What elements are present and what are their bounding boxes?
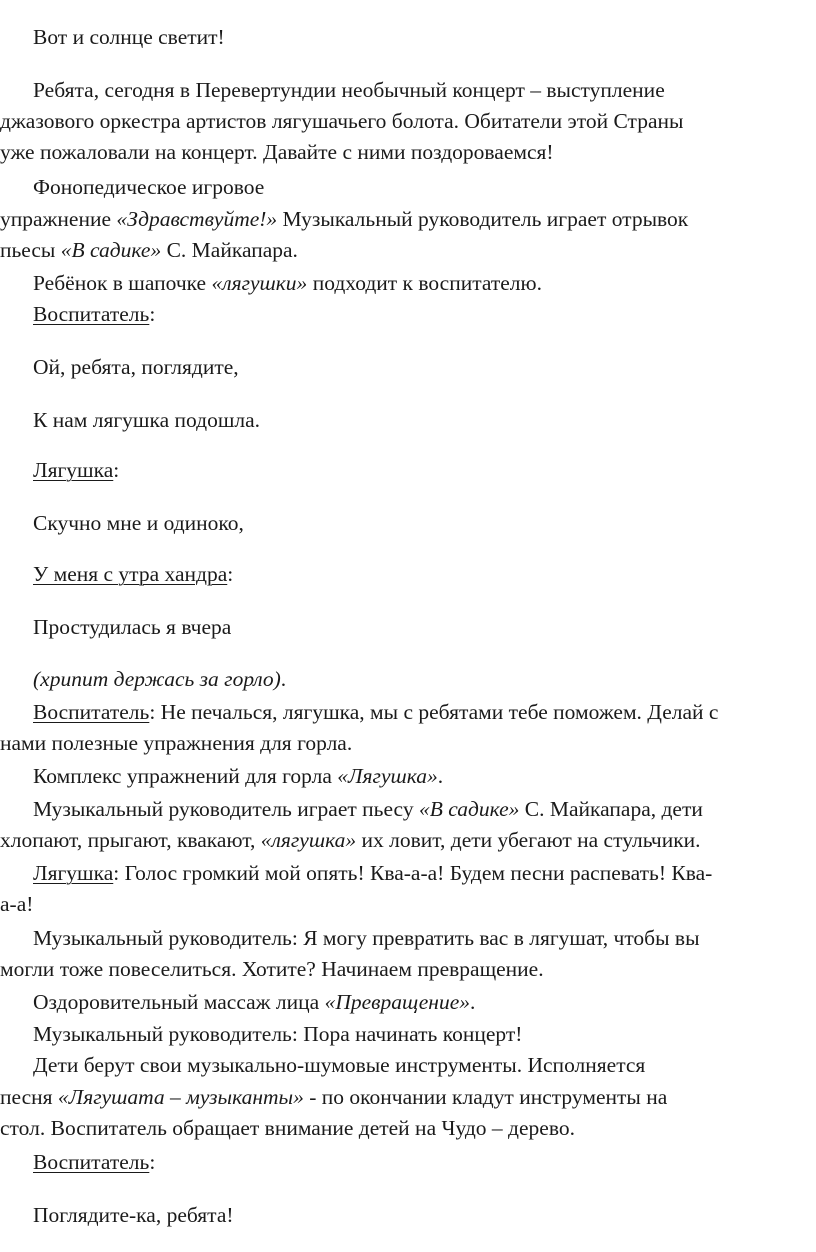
paragraph-instruments-line-1: Дети берут свои музыкально-шумовые инструменты. Исполняется (33, 1053, 646, 1077)
speaker-line-educator-2: Воспитатель: (33, 1150, 156, 1174)
paragraph-educator-reply-line-2: нами полезные упражнения для горла. (0, 731, 353, 755)
verse-line-3: Скучно мне и одиноко, (33, 511, 244, 535)
paragraph-sun: Вот и солнце светит! (33, 25, 225, 49)
paragraph-instruments-line-3: стол. Воспитатель обращает внимание детей на Чудо – дерево. (0, 1116, 575, 1140)
speaker-line-educator-1: Воспитатель: (33, 302, 156, 326)
verse-line-1: Ой, ребята, поглядите, (33, 355, 239, 379)
paragraph-concert-start: Музыкальный руководитель: Пора начинать концерт! (33, 1022, 523, 1046)
paragraph-music-play-line-2: хлопают, прыгают, квакают, «лягушка» их ловит, дети убегают на стульчики. (0, 828, 701, 852)
paragraph-intro-line-1: Ребята, сегодня в Перевертундии необычный концерт – выступление (33, 78, 665, 102)
paragraph-educator-reply-line-1: Воспитатель: Не печалься, лягушка, мы с ребятами тебе поможем. Делай с (33, 700, 719, 724)
paragraph-transform-line-2: могли тоже повеселиться. Хотите? Начинаем превращение. (0, 957, 544, 981)
paragraph-exercise-line-3: пьесы «В садике» С. Майкапара. (0, 238, 298, 262)
paragraph-frog-voice-line-1: Лягушка: Голос громкий мой опять! Ква-а-а! Будем песни распевать! Ква- (33, 861, 713, 885)
verse-line-2: К нам лягушка подошла. (33, 408, 261, 432)
paragraph-intro-line-3: уже пожаловали на концерт. Давайте с ними поздороваемся! (0, 140, 554, 164)
paragraph-face-massage: Оздоровительный массаж лица «Превращение». (33, 990, 476, 1014)
paragraph-exercise-line-2: упражнение «Здравствуйте!» Музыкальный руководитель играет отрывок (0, 207, 689, 231)
paragraph-throat-exercises: Комплекс упражнений для горла «Лягушка». (33, 764, 444, 788)
piece-title: «В садике» (60, 238, 162, 262)
paragraph-exercise-line-1: Фонопедическое игровое (33, 175, 265, 199)
speaker-educator: Воспитатель (33, 302, 150, 326)
paragraph-frog-voice-line-2: а-а! (0, 892, 34, 916)
paragraph-intro-line-2: джазового оркестра артистов лягушачьего болота. Обитатели этой Страны (0, 109, 684, 133)
stage-direction: (хрипит держась за горло). (33, 667, 287, 691)
exercise-title: «Здравствуйте!» (116, 207, 278, 231)
speaker-line-frog-1: Лягушка: (33, 458, 120, 482)
verse-line-4: У меня с утра хандра: (33, 562, 234, 586)
verse-line-6: Поглядите-ка, ребята! (33, 1203, 234, 1227)
paragraph-instruments-line-2: песня «Лягушата – музыканты» - по окончании кладут инструменты на (0, 1085, 668, 1109)
speaker-frog: Лягушка (33, 458, 114, 482)
paragraph-child-frog: Ребёнок в шапочке «лягушки» подходит к воспитателю. (33, 271, 542, 295)
paragraph-music-play-line-1: Музыкальный руководитель играет пьесу «В садике» С. Майкапара, дети (33, 797, 703, 821)
paragraph-transform-line-1: Музыкальный руководитель: Я могу превратить вас в лягушат, чтобы вы (33, 926, 700, 950)
verse-line-5: Простудилась я вчера (33, 615, 232, 639)
